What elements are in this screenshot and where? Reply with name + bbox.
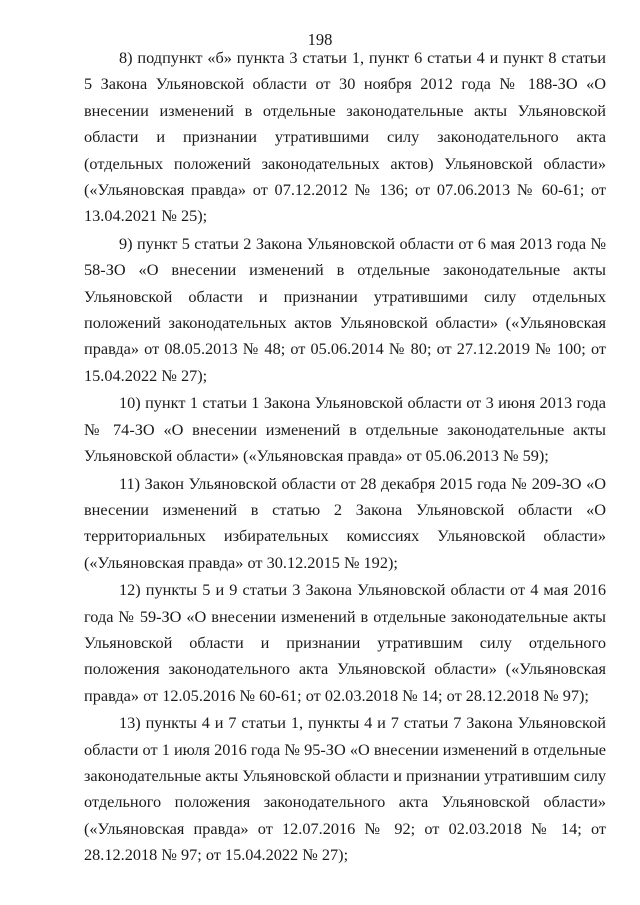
list-item-11: 11) Закон Ульяновской области от 28 декабря 2015 года № 209-ЗО «О внесении изменений в статью 2 Закона Ульяновской области «О территориальных избирательных комиссиях Ульяновской области» («Ульяновская правда» от 30.12.2015 № 192); xyxy=(84,473,606,572)
list-item-9: 9) пункт 5 статьи 2 Закона Ульяновской области от 6 мая 2013 года № 58-ЗО «О внесении изменений в отдельные законодательные акты Ульяновской области и признании утратившими силу отдельных положений законодательных актов Ульяновской области» («Ульяновская правда» от 08.05.2013 № 48; от 05.06.2014 № 80; от 27.12.2019 № 100; от 15.04.2022 № 27); xyxy=(84,233,606,385)
list-item-12: 12) пункты 5 и 9 статьи 3 Закона Ульяновской области от 4 мая 2016 года № 59-ЗО «О внесении изменений в отдельные законодательные акты Ульяновской области и признании утратившим силу отдельного положения законодательного акта Ульяновской области» («Ульяновская правда» от 12.05.2016 № 60-61; от 02.03.2018 № 14; от 28.12.2018 № 97); xyxy=(84,580,606,705)
list-item-8: 8) подпункт «б» пункта 3 статьи 1, пункт 6 статьи 4 и пункт 8 статьи 5 Закона Ульяновской области от 30 ноября 2012 года № 188-ЗО «О внесении изменений в отдельные законодательные акты Ульяновской области и признании утратившими силу законодательного акта (отдельных положений законодательных актов) Ульяновской области» («Ульяновская правда» от 07.12.2012 № 136; от 07.06.2013 № 60-61; от 13.04.2021 № 25); xyxy=(84,48,606,226)
document-body xyxy=(84,45,606,869)
list-item-13: 13) пункты 4 и 7 статьи 1, пункты 4 и 7 статьи 7 Закона Ульяновской области от 1 июля 2016 года № 95-ЗО «О внесении изменений в отдельные законодательные акты Ульяновской области и признании утратившим силу отдельного положения законодательного акта Ульяновской области» («Ульяновская правда» от 12.07.2016 № 92; от 02.03.2018 № 14; от 28.12.2018 № 97; от 15.04.2022 № 27); xyxy=(84,713,606,865)
list-item-10: 10) пункт 1 статьи 1 Закона Ульяновской области от 3 июня 2013 года № 74-ЗО «О внесении изменений в отдельные законодательные акты Ульяновской области» («Ульяновская правда» от 05.06.2013 № 59); xyxy=(84,393,606,466)
page-number: 198 xyxy=(307,30,333,49)
